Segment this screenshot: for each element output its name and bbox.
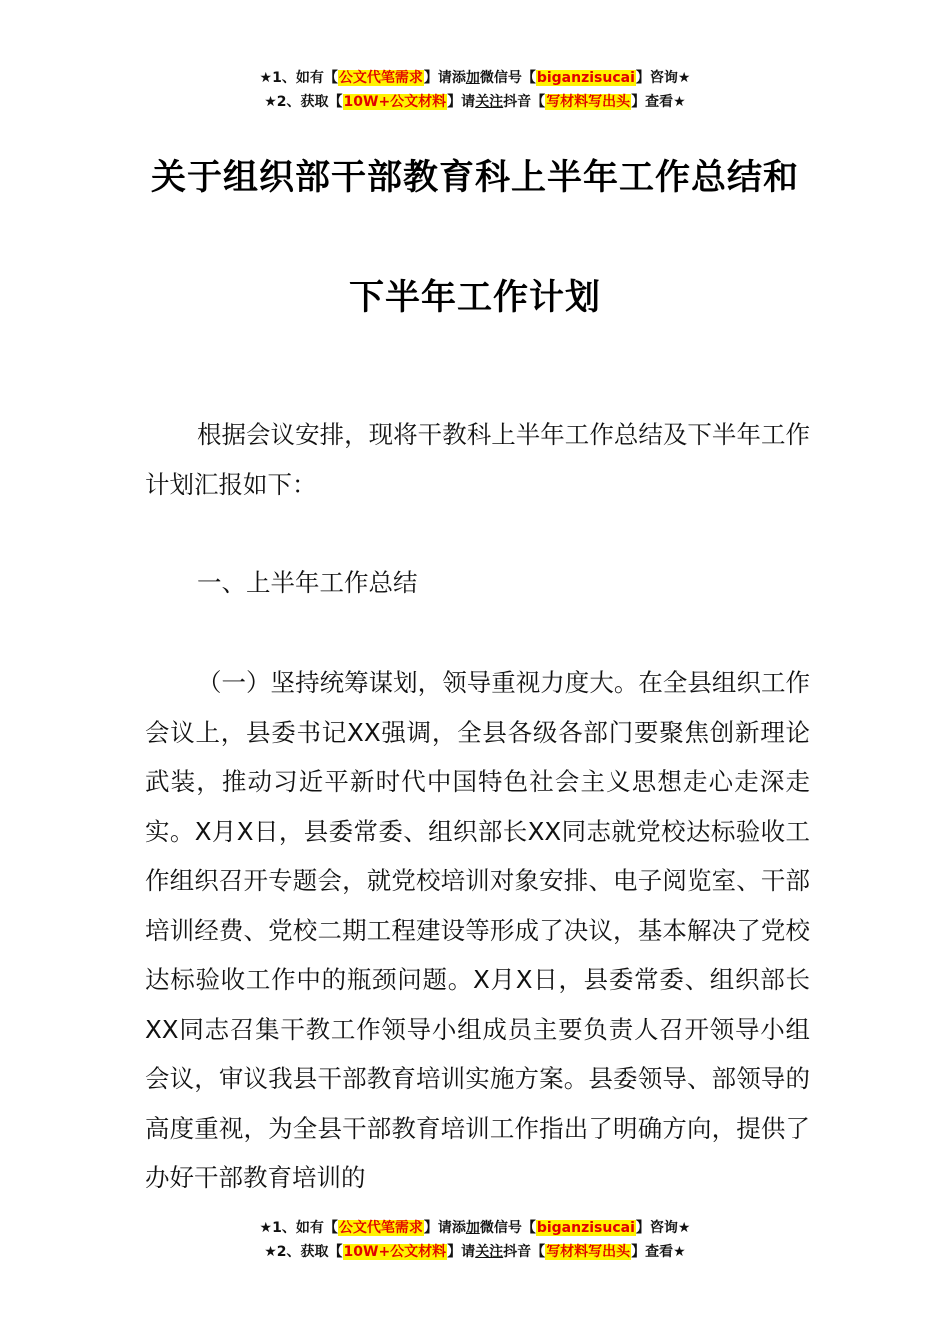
promo-text: 】请 (447, 1244, 476, 1260)
intro-paragraph: 根据会议安排，现将干教科上半年工作总结及下半年工作计划汇报如下： (145, 420, 810, 499)
promo-text: 】查看★ (631, 1244, 686, 1260)
promo-line-2 (0, 90, 950, 114)
promo-highlight: 写材料写出头 (546, 94, 631, 110)
promo-underlined-text: 加 (465, 1220, 480, 1236)
section-heading: 一、上半年工作总结 (197, 568, 418, 597)
promo-text: 微信号【 (479, 1220, 536, 1236)
promo-banner-top (0, 66, 950, 114)
promo-text: ★1、如有【 (259, 70, 338, 86)
promo-line-1 (0, 1216, 950, 1240)
promo-underlined-text: 关注 (475, 1244, 504, 1260)
promo-line-1 (0, 66, 950, 90)
promo-highlight: 10W+公文材料 (343, 1244, 447, 1260)
document-title-line-1: 关于组织部干部教育科上半年工作总结和 (150, 158, 799, 198)
promo-banner-bottom (0, 1216, 950, 1264)
promo-highlight: biganzisucai (536, 70, 635, 86)
promo-text: 】请 (447, 94, 476, 110)
promo-text: ★2、获取【 (264, 1244, 343, 1260)
promo-highlight: 写材料写出头 (546, 1244, 631, 1260)
promo-text: 抖音【 (503, 94, 546, 110)
promo-highlight: 10W+公文材料 (343, 94, 447, 110)
promo-line-2 (0, 1240, 950, 1264)
promo-highlight: 公文代笔需求 (338, 70, 423, 86)
promo-text: 】咨询★ (635, 70, 691, 86)
promo-text: 抖音【 (503, 1244, 546, 1260)
promo-text: 】咨询★ (635, 1220, 691, 1236)
promo-text: 】查看★ (631, 94, 686, 110)
promo-text: 微信号【 (479, 70, 536, 86)
promo-text: ★1、如有【 (259, 1220, 338, 1236)
promo-text: 】请添 (423, 70, 466, 86)
document-title-line-2: 下半年工作计划 (348, 278, 601, 318)
promo-underlined-text: 关注 (475, 94, 504, 110)
body-paragraph: （一）坚持统筹谋划，领导重视力度大。在全县组织工作会议上，县委书记XX强调，全县各级各部门要聚焦创新理论武装，推动习近平新时代中国特色社会主义思想走心走深走实。X月X日，县委常委、组织部长XX同志就党校达标验收工作组织召开专题会，就党校培训对象安排、电子阅览室、干部培训经费、党校二期工程建设等形成了决议，基本解决了党校达标验收工作中的瓶颈问题。X月X日，县委常委、组织部长XX同志召集干教工作领导小组成员主要负责人召开领导小组会议，审议我县干部教育培训实施方案。县委领导、部领导的高度重视，为全县干部教育培训工作指出了明确方向，提供了办好干部教育培训的 (145, 668, 810, 1192)
promo-highlight: 公文代笔需求 (338, 1220, 423, 1236)
promo-text: ★2、获取【 (264, 94, 343, 110)
promo-highlight: biganzisucai (536, 1220, 635, 1236)
promo-underlined-text: 加 (465, 70, 480, 86)
promo-text: 】请添 (423, 1220, 466, 1236)
